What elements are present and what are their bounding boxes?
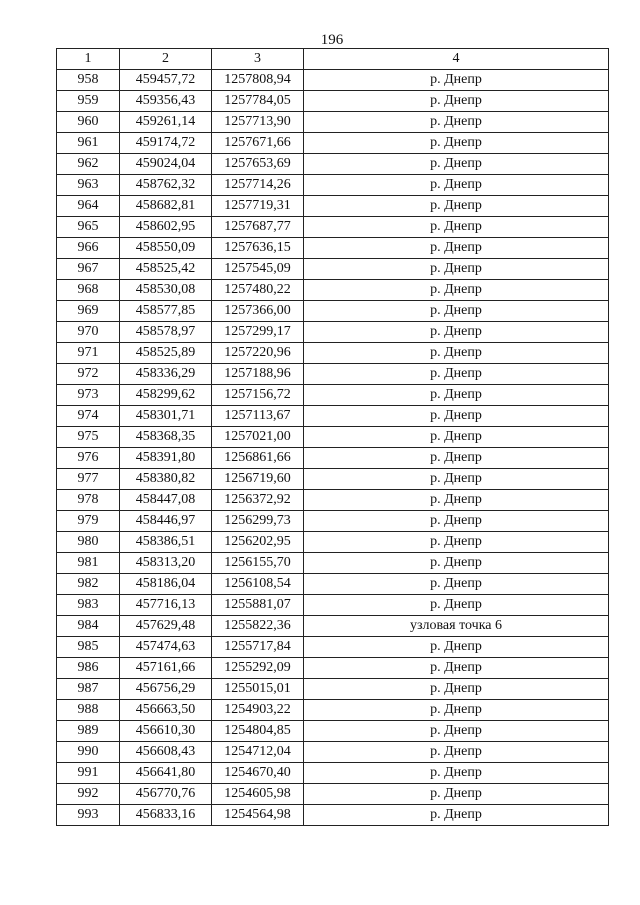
y-coordinate-cell: 1255822,36 — [212, 616, 304, 637]
description-cell: р. Днепр — [304, 385, 609, 406]
y-coordinate-cell: 1257113,67 — [212, 406, 304, 427]
y-coordinate-cell: 1254670,40 — [212, 763, 304, 784]
point-number-cell: 979 — [57, 511, 120, 532]
description-cell: р. Днепр — [304, 406, 609, 427]
table-row — [57, 511, 609, 532]
description-cell: р. Днепр — [304, 742, 609, 763]
description-cell: р. Днепр — [304, 532, 609, 553]
y-coordinate-cell: 1254804,85 — [212, 721, 304, 742]
point-number-cell: 975 — [57, 427, 120, 448]
table-row — [57, 616, 609, 637]
point-number-cell: 993 — [57, 805, 120, 826]
description-cell: р. Днепр — [304, 679, 609, 700]
description-cell: р. Днепр — [304, 91, 609, 112]
x-coordinate-cell: 458380,82 — [120, 469, 212, 490]
x-coordinate-cell: 459356,43 — [120, 91, 212, 112]
description-cell: р. Днепр — [304, 343, 609, 364]
point-number-cell: 976 — [57, 448, 120, 469]
x-coordinate-cell: 458762,32 — [120, 175, 212, 196]
table-row — [57, 196, 609, 217]
y-coordinate-cell: 1255881,07 — [212, 595, 304, 616]
table-row — [57, 805, 609, 826]
column-header: 1 — [57, 49, 120, 70]
y-coordinate-cell: 1257021,00 — [212, 427, 304, 448]
y-coordinate-cell: 1257784,05 — [212, 91, 304, 112]
description-cell: р. Днепр — [304, 574, 609, 595]
table-row — [57, 175, 609, 196]
x-coordinate-cell: 459024,04 — [120, 154, 212, 175]
x-coordinate-cell: 456608,43 — [120, 742, 212, 763]
x-coordinate-cell: 458386,51 — [120, 532, 212, 553]
point-number-cell: 967 — [57, 259, 120, 280]
point-number-cell: 972 — [57, 364, 120, 385]
table-row — [57, 742, 609, 763]
y-coordinate-cell: 1255292,09 — [212, 658, 304, 679]
point-number-cell: 983 — [57, 595, 120, 616]
y-coordinate-cell: 1257713,90 — [212, 112, 304, 133]
description-cell: р. Днепр — [304, 784, 609, 805]
point-number-cell: 963 — [57, 175, 120, 196]
x-coordinate-cell: 458299,62 — [120, 385, 212, 406]
y-coordinate-cell: 1256372,92 — [212, 490, 304, 511]
table-row — [57, 217, 609, 238]
description-cell: р. Днепр — [304, 637, 609, 658]
y-coordinate-cell: 1257636,15 — [212, 238, 304, 259]
point-number-cell: 980 — [57, 532, 120, 553]
description-cell: р. Днепр — [304, 721, 609, 742]
table-row — [57, 112, 609, 133]
x-coordinate-cell: 457629,48 — [120, 616, 212, 637]
point-number-cell: 961 — [57, 133, 120, 154]
x-coordinate-cell: 458602,95 — [120, 217, 212, 238]
point-number-cell: 973 — [57, 385, 120, 406]
table-row — [57, 637, 609, 658]
table-row — [57, 343, 609, 364]
description-cell: р. Днепр — [304, 154, 609, 175]
point-number-cell: 970 — [57, 322, 120, 343]
y-coordinate-cell: 1257156,72 — [212, 385, 304, 406]
description-cell: р. Днепр — [304, 259, 609, 280]
x-coordinate-cell: 458368,35 — [120, 427, 212, 448]
description-cell: р. Днепр — [304, 217, 609, 238]
point-number-cell: 989 — [57, 721, 120, 742]
table-row — [57, 385, 609, 406]
point-number-cell: 978 — [57, 490, 120, 511]
point-number-cell: 985 — [57, 637, 120, 658]
y-coordinate-cell: 1257188,96 — [212, 364, 304, 385]
y-coordinate-cell: 1257366,00 — [212, 301, 304, 322]
x-coordinate-cell: 458682,81 — [120, 196, 212, 217]
description-cell: р. Днепр — [304, 595, 609, 616]
y-coordinate-cell: 1257299,17 — [212, 322, 304, 343]
table-row — [57, 322, 609, 343]
description-cell: р. Днепр — [304, 700, 609, 721]
description-cell: р. Днепр — [304, 490, 609, 511]
x-coordinate-cell: 459457,72 — [120, 70, 212, 91]
table-row — [57, 133, 609, 154]
x-coordinate-cell: 457161,66 — [120, 658, 212, 679]
y-coordinate-cell: 1257220,96 — [212, 343, 304, 364]
point-number-cell: 962 — [57, 154, 120, 175]
y-coordinate-cell: 1254605,98 — [212, 784, 304, 805]
y-coordinate-cell: 1255717,84 — [212, 637, 304, 658]
point-number-cell: 977 — [57, 469, 120, 490]
y-coordinate-cell: 1257687,77 — [212, 217, 304, 238]
table-row — [57, 700, 609, 721]
point-number-cell: 986 — [57, 658, 120, 679]
table-row — [57, 238, 609, 259]
description-cell: р. Днепр — [304, 196, 609, 217]
table-row — [57, 70, 609, 91]
description-cell: р. Днепр — [304, 301, 609, 322]
point-number-cell: 991 — [57, 763, 120, 784]
table-row — [57, 784, 609, 805]
table-row — [57, 259, 609, 280]
description-cell: р. Днепр — [304, 175, 609, 196]
x-coordinate-cell: 458446,97 — [120, 511, 212, 532]
table-row — [57, 448, 609, 469]
x-coordinate-cell: 458301,71 — [120, 406, 212, 427]
y-coordinate-cell: 1256108,54 — [212, 574, 304, 595]
table-row — [57, 280, 609, 301]
page-number: 196 — [320, 32, 344, 48]
x-coordinate-cell: 456756,29 — [120, 679, 212, 700]
y-coordinate-cell: 1256719,60 — [212, 469, 304, 490]
point-number-cell: 981 — [57, 553, 120, 574]
y-coordinate-cell: 1254564,98 — [212, 805, 304, 826]
point-number-cell: 964 — [57, 196, 120, 217]
description-cell: р. Днепр — [304, 322, 609, 343]
table-row — [57, 658, 609, 679]
table-row — [57, 532, 609, 553]
x-coordinate-cell: 458391,80 — [120, 448, 212, 469]
x-coordinate-cell: 457474,63 — [120, 637, 212, 658]
y-coordinate-cell: 1257714,26 — [212, 175, 304, 196]
y-coordinate-cell: 1257808,94 — [212, 70, 304, 91]
table-row — [57, 427, 609, 448]
table-body — [57, 70, 609, 826]
point-number-cell: 988 — [57, 700, 120, 721]
y-coordinate-cell: 1256155,70 — [212, 553, 304, 574]
table-row — [57, 406, 609, 427]
point-number-cell: 992 — [57, 784, 120, 805]
y-coordinate-cell: 1256202,95 — [212, 532, 304, 553]
x-coordinate-cell: 458336,29 — [120, 364, 212, 385]
x-coordinate-cell: 458313,20 — [120, 553, 212, 574]
table-row — [57, 364, 609, 385]
description-cell: р. Днепр — [304, 658, 609, 679]
column-header: 2 — [120, 49, 212, 70]
x-coordinate-cell: 458530,08 — [120, 280, 212, 301]
table-row — [57, 595, 609, 616]
point-number-cell: 959 — [57, 91, 120, 112]
table-row — [57, 574, 609, 595]
description-cell: р. Днепр — [304, 112, 609, 133]
x-coordinate-cell: 458447,08 — [120, 490, 212, 511]
description-cell: р. Днепр — [304, 133, 609, 154]
table-row — [57, 553, 609, 574]
y-coordinate-cell: 1256299,73 — [212, 511, 304, 532]
description-cell: р. Днепр — [304, 469, 609, 490]
y-coordinate-cell: 1255015,01 — [212, 679, 304, 700]
y-coordinate-cell: 1257671,66 — [212, 133, 304, 154]
y-coordinate-cell: 1257545,09 — [212, 259, 304, 280]
table-row — [57, 154, 609, 175]
table-row — [57, 679, 609, 700]
description-cell: р. Днепр — [304, 805, 609, 826]
point-number-cell: 982 — [57, 574, 120, 595]
description-cell: р. Днепр — [304, 70, 609, 91]
x-coordinate-cell: 456663,50 — [120, 700, 212, 721]
table-row — [57, 469, 609, 490]
description-cell: р. Днепр — [304, 763, 609, 784]
table-row — [57, 301, 609, 322]
x-coordinate-cell: 458186,04 — [120, 574, 212, 595]
point-number-cell: 971 — [57, 343, 120, 364]
x-coordinate-cell: 458578,97 — [120, 322, 212, 343]
x-coordinate-cell: 456610,30 — [120, 721, 212, 742]
description-cell: р. Днепр — [304, 448, 609, 469]
column-header: 3 — [212, 49, 304, 70]
x-coordinate-cell: 456770,76 — [120, 784, 212, 805]
x-coordinate-cell: 458550,09 — [120, 238, 212, 259]
table-header-row — [57, 49, 609, 70]
point-number-cell: 984 — [57, 616, 120, 637]
x-coordinate-cell: 457716,13 — [120, 595, 212, 616]
point-number-cell: 990 — [57, 742, 120, 763]
description-cell: р. Днепр — [304, 238, 609, 259]
x-coordinate-cell: 456833,16 — [120, 805, 212, 826]
y-coordinate-cell: 1257480,22 — [212, 280, 304, 301]
point-number-cell: 966 — [57, 238, 120, 259]
coordinates-table — [56, 48, 609, 826]
table-row — [57, 763, 609, 784]
table-row — [57, 490, 609, 511]
point-number-cell: 987 — [57, 679, 120, 700]
description-cell: узловая точка 6 — [304, 616, 609, 637]
y-coordinate-cell: 1257653,69 — [212, 154, 304, 175]
x-coordinate-cell: 458577,85 — [120, 301, 212, 322]
description-cell: р. Днепр — [304, 553, 609, 574]
table-row — [57, 721, 609, 742]
column-header: 4 — [304, 49, 609, 70]
point-number-cell: 965 — [57, 217, 120, 238]
y-coordinate-cell: 1256861,66 — [212, 448, 304, 469]
y-coordinate-cell: 1254903,22 — [212, 700, 304, 721]
point-number-cell: 960 — [57, 112, 120, 133]
x-coordinate-cell: 459261,14 — [120, 112, 212, 133]
description-cell: р. Днепр — [304, 511, 609, 532]
description-cell: р. Днепр — [304, 364, 609, 385]
x-coordinate-cell: 458525,42 — [120, 259, 212, 280]
description-cell: р. Днепр — [304, 427, 609, 448]
point-number-cell: 968 — [57, 280, 120, 301]
point-number-cell: 974 — [57, 406, 120, 427]
point-number-cell: 969 — [57, 301, 120, 322]
x-coordinate-cell: 459174,72 — [120, 133, 212, 154]
y-coordinate-cell: 1257719,31 — [212, 196, 304, 217]
table-row — [57, 91, 609, 112]
point-number-cell: 958 — [57, 70, 120, 91]
x-coordinate-cell: 458525,89 — [120, 343, 212, 364]
y-coordinate-cell: 1254712,04 — [212, 742, 304, 763]
description-cell: р. Днепр — [304, 280, 609, 301]
x-coordinate-cell: 456641,80 — [120, 763, 212, 784]
